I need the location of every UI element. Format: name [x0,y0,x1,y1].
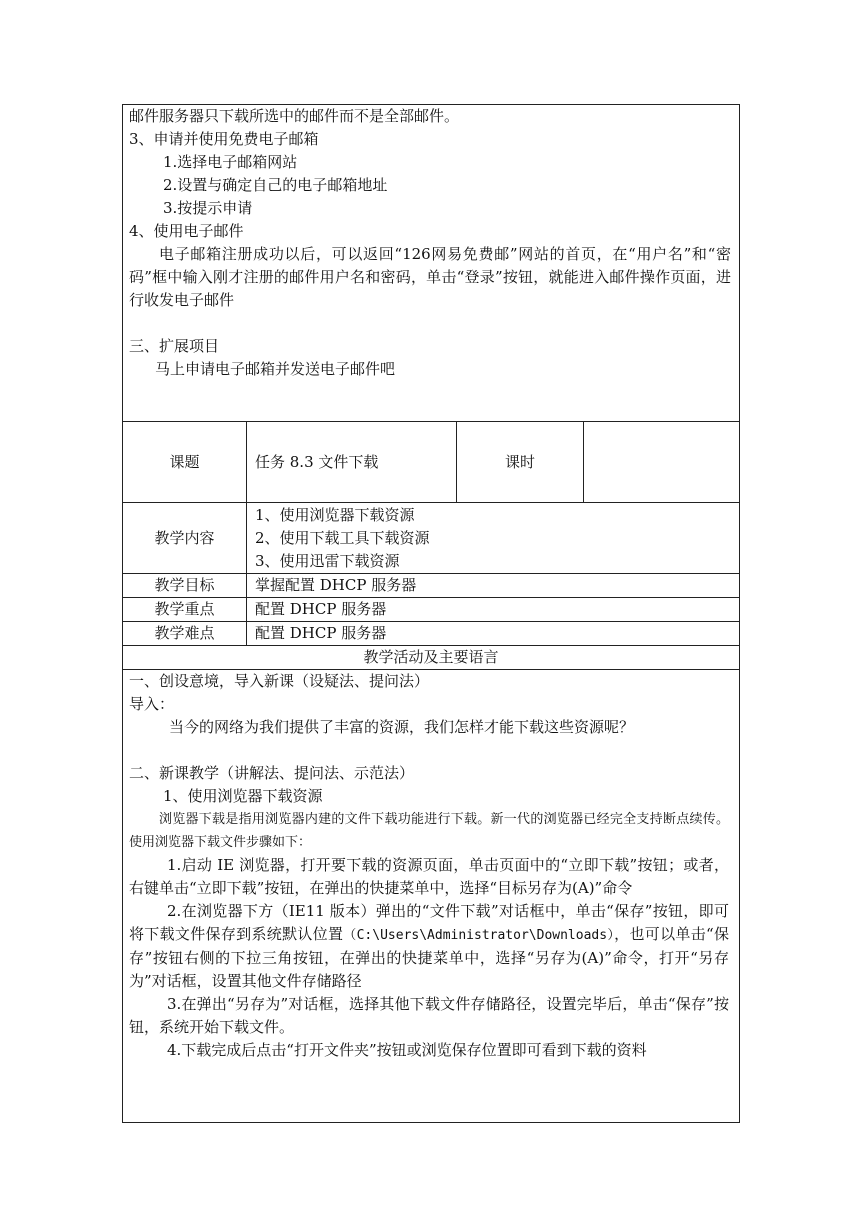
text-line: 邮件服务器只下载所选中的邮件而不是全部邮件。 [129,107,460,125]
section-heading: 3、申请并使用免费电子邮箱 [129,130,319,148]
key-point-value: 配置 DHCP 服务器 [247,598,740,622]
section-heading: 一、创设意境，导入新课（设疑法、提问法） [129,672,430,690]
paragraph: 电子邮箱注册成功以后，可以返回“126网易免费邮”网站的首页，在“用户名”和“密码”框中输入刚才注册的邮件用户名和密码，单击“登录”按钮，就能进入邮件操作页面，进行收发电子邮件 [129,245,731,309]
lesson-plan-table [122,104,740,1123]
previous-lesson-section [123,105,740,422]
step-paragraph [129,900,729,993]
step-paragraph: 4.下载完成后点击“打开文件夹”按钮或浏览保存位置即可看到下载的资料 [167,1041,647,1059]
topic-label: 课题 [123,422,247,503]
difficulty-value: 配置 DHCP 服务器 [247,622,740,646]
paragraph: 浏览器下载是指用浏览器内建的文件下载功能进行下载。新一代的浏览器已经完全支持断点续传。使用浏览器下载文件步骤如下： [129,812,729,850]
content-list [247,503,740,574]
content-item: 1、使用浏览器下载资源 [255,506,415,524]
activity-section [123,670,740,1123]
paragraph: 当今的网络为我们提供了丰富的资源，我们怎样才能下载这些资源呢？ [169,718,635,736]
paragraph: 马上申请电子邮箱并发送电子邮件吧 [155,360,396,378]
lesson-plan-document [122,104,739,1123]
activity-header: 教学活动及主要语言 [123,646,740,670]
section-heading: 4、使用电子邮件 [129,222,244,240]
content-item: 3、使用迅雷下载资源 [255,552,400,570]
step-paragraph: 3.在弹出“另存为”对话框，选择其他下载文件存储路径，设置完毕后，单击“保存”按钮，系统开始下载文件。 [129,995,729,1036]
step-text: 2.在浏览器下方（IE11 版本）弹出的“文件下载”对话框中，单击“保存”按钮，即可将下载文件保存到系统默认位置 [129,902,729,943]
hours-label: 课时 [457,422,584,503]
list-item: 3.按提示申请 [163,199,253,217]
section-heading: 二、新课教学（讲解法、提问法、示范法） [129,764,415,782]
text-line: 导入： [129,695,175,713]
list-item: 1.选择电子邮箱网站 [163,153,298,171]
difficulty-label: 教学难点 [123,622,247,646]
key-point-label: 教学重点 [123,598,247,622]
file-path: （C:\Users\Administrator\Downloads） [343,928,615,943]
content-item: 2、使用下载工具下载资源 [255,529,430,547]
content-label: 教学内容 [123,503,247,574]
step-paragraph: 1.启动 IE 浏览器，打开要下载的资源页面，单击页面中的“立即下载”按钮；或者，右键单击“立即下载”按钮，在弹出的快捷菜单中，选择“目标另存为(A)”命令 [129,856,729,897]
sub-heading: 1、使用浏览器下载资源 [163,787,323,805]
hours-value [584,422,740,503]
goal-label: 教学目标 [123,574,247,598]
step-text: ，也可以单击“保存”按钮右侧的下拉三角按钮，在弹出的快捷菜单中，选择“另存为(A)”命令，打开“另存为”对话框，设置其他文件存储路径 [129,925,729,990]
goal-value: 掌握配置 DHCP 服务器 [247,574,740,598]
list-item: 2.设置与确定自己的电子邮箱地址 [163,176,388,194]
topic-value: 任务 8.3 文件下载 [247,422,457,503]
section-heading: 三、扩展项目 [129,337,220,355]
